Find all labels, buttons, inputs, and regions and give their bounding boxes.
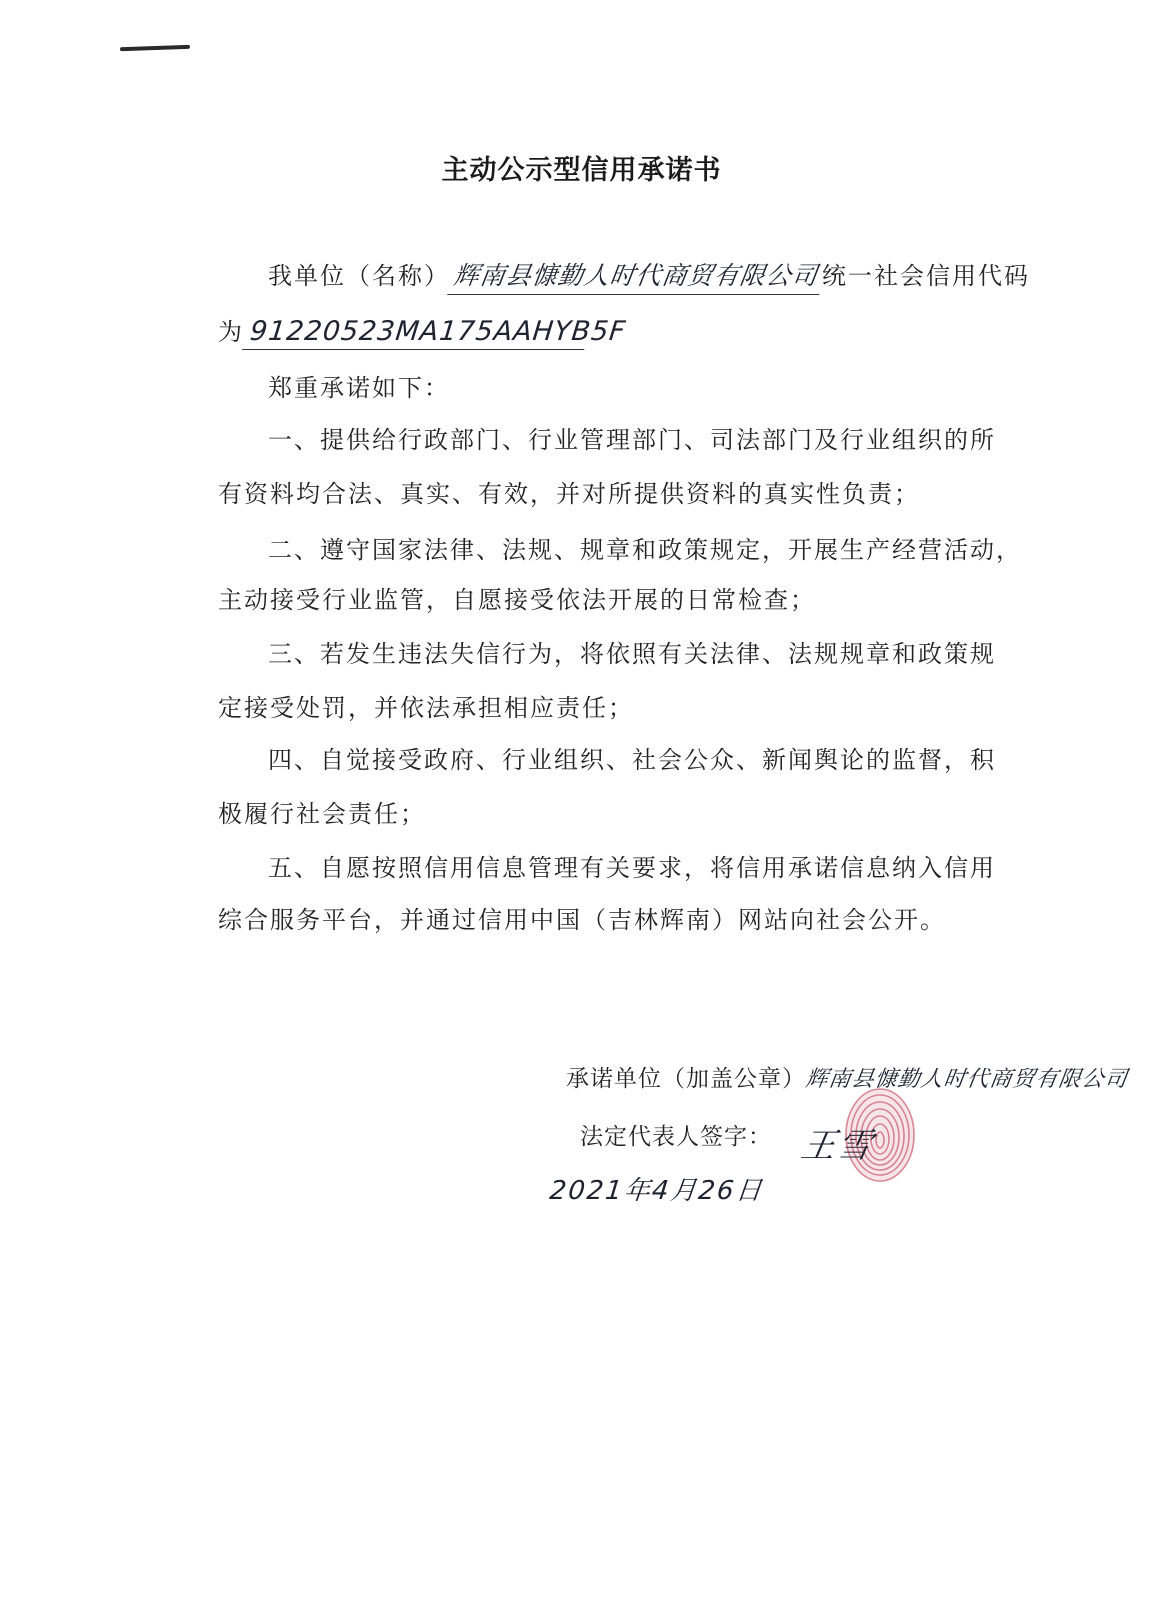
intro-middle: 统一社会信用代码 — [822, 262, 1031, 290]
clause-3-line-1: 三、若发生违法失信行为，将依照有关法律、法规规章和政策规 — [268, 640, 996, 668]
credit-code-handwritten: 91220523MA175AAHYB5F — [242, 316, 588, 350]
clause-3-line-2: 定接受处罚，并依法承担相应责任； — [218, 694, 634, 722]
rep-signature: 王雪 — [797, 1126, 877, 1166]
company-name-handwritten: 辉南县慷勤人时代商贸有限公司 — [447, 256, 824, 295]
date-handwritten: 2021年4月26日 — [548, 1176, 766, 1206]
intro-line-2 — [218, 312, 628, 350]
intro-prefix: 我单位（名称） — [268, 262, 450, 290]
document-title: 主动公示型信用承诺书 — [441, 155, 722, 186]
code-prefix: 为 — [218, 318, 244, 346]
clause-4-line-2: 极履行社会责任； — [218, 800, 426, 828]
intro-line-1 — [268, 256, 1030, 295]
clause-5-line-2: 综合服务平台，并通过信用中国（吉林辉南）网站向社会公开。 — [218, 906, 946, 934]
clause-1-line-2: 有资料均合法、真实、有效，并对所提供资料的真实性负责； — [218, 480, 920, 508]
clause-4-line-1: 四、自觉接受政府、行业组织、社会公众、新闻舆论的监督，积 — [268, 746, 996, 774]
unit-handwritten: 辉南县慷勤人时代商贸有限公司 — [803, 1067, 1130, 1092]
clause-2-line-2: 主动接受行业监管，自愿接受依法开展的日常检查； — [218, 586, 816, 614]
solemn-statement: 郑重承诺如下： — [268, 374, 450, 402]
scan-mark — [120, 45, 190, 51]
clause-5-line-1: 五、自愿按照信用信息管理有关要求，将信用承诺信息纳入信用 — [268, 854, 996, 882]
clause-1-line-1: 一、提供给行政部门、行业管理部门、司法部门及行业组织的所 — [268, 426, 996, 454]
clause-2-line-1: 二、遵守国家法律、法规、规章和政策规定，开展生产经营活动， — [268, 536, 1022, 564]
unit-label: 承诺单位（加盖公章） — [566, 1066, 806, 1092]
rep-label: 法定代表人签字： — [580, 1124, 772, 1150]
